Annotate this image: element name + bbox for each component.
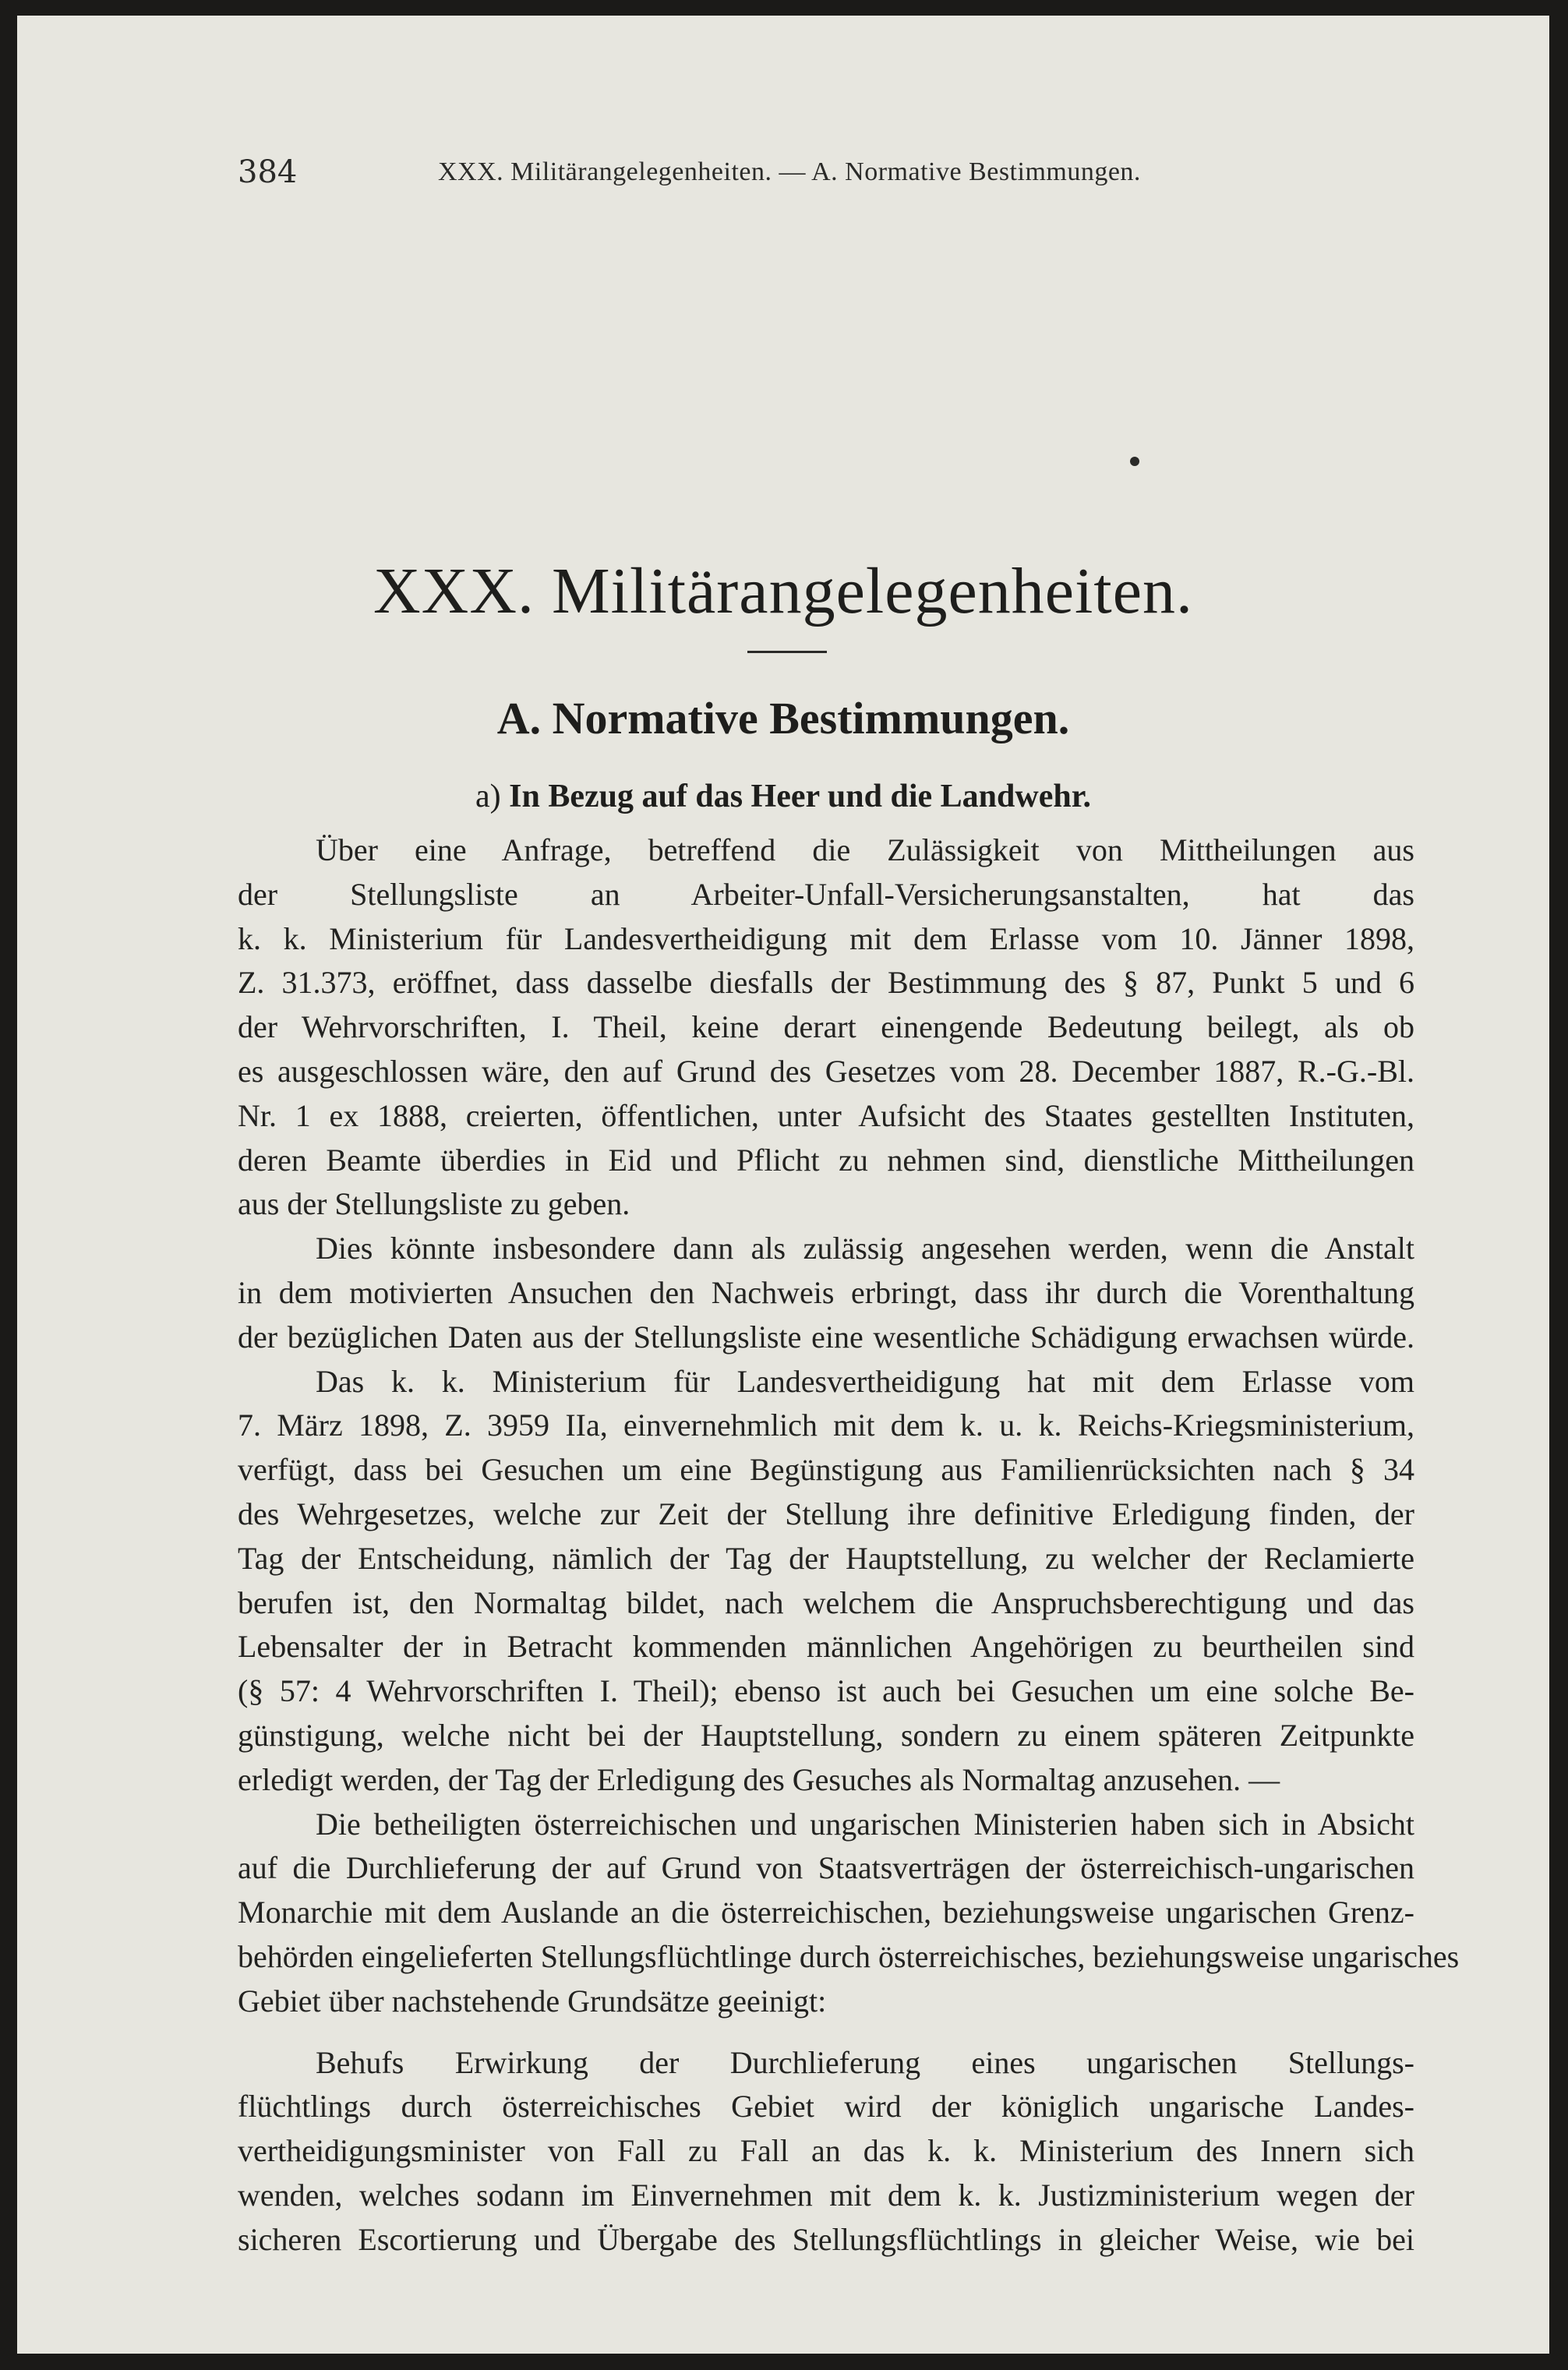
text-line: k. k. Ministerium für Landesvertheidigung mit dem Erlasse vom 10. Jänner 1898,	[238, 920, 1414, 956]
text-line: Nr. 1 ex 1888, creierten, öffentlichen, unter Aufsicht des Staates gestellten Instituten,	[238, 1097, 1414, 1133]
text-line: Die betheiligten österreichischen und ungarischen Ministerien haben sich in Absicht	[316, 1806, 1414, 1842]
subsection-title	[17, 778, 1549, 815]
text-line: Das k. k. Ministerium für Landesvertheidigung hat mit dem Erlasse vom	[316, 1363, 1414, 1399]
chapter-title: XXX. Militärangelegenheiten.	[373, 555, 1193, 627]
text-line: sicheren Escortierung und Übergabe des Stellungsflüchtlings in gleicher Weise, wie bei	[238, 2221, 1414, 2257]
text-line: flüchtlings durch österreichisches Gebiet wird der königlich ungarische Landes-	[238, 2089, 1414, 2125]
text-line: der bezüglichen Daten aus der Stellungsliste eine wesentliche Schädigung erwachsen würde.	[238, 1319, 1414, 1355]
text-line: aus der Stellungsliste zu geben.	[238, 1186, 630, 1222]
text-line: erledigt werden, der Tag der Erledigung des Gesuches als Normaltag anzusehen. —	[238, 1761, 1280, 1797]
paragraph-gap	[238, 2024, 1414, 2041]
text-line: der Stellungsliste an Arbeiter-Unfall-Versicherungsanstalten, hat das	[238, 876, 1414, 912]
text-line: Tag der Entscheidung, nämlich der Tag der Hauptstellung, zu welcher der Reclamierte	[238, 1540, 1414, 1576]
text-line: in dem motivierten Ansuchen den Nachweis erbringt, dass ihr durch die Vorenthaltung	[238, 1274, 1414, 1310]
text-line: Lebensalter der in Betracht kommenden männlichen Angehörigen zu beurtheilen sind	[238, 1629, 1414, 1665]
text-line: behörden eingelieferten Stellungsflüchtlinge durch österreichisches, beziehungsweise ungarisches	[238, 1938, 1460, 1974]
text-line: deren Beamte überdies in Eid und Pflicht zu nehmen sind, dienstliche Mittheilungen	[238, 1142, 1414, 1178]
text-line: Gebiet über nachstehende Grundsätze geeinigt:	[238, 1983, 827, 2019]
text-line: auf die Durchlieferung der auf Grund von Staatsverträgen der österreichisch-ungarischen	[238, 1850, 1414, 1886]
running-head: XXX. Militärangelegenheiten. — A. Normative Bestimmungen.	[438, 157, 1141, 186]
page-number: 384	[238, 154, 298, 190]
text-line: Z. 31.373, eröffnet, dass dasselbe diesfalls der Bestimmung des § 87, Punkt 5 und 6	[238, 965, 1414, 1001]
text-line: berufen ist, den Normaltag bildet, nach welchem die Anspruchsberechtigung und das	[238, 1584, 1414, 1620]
text-line: Dies könnte insbesondere dann als zulässig angesehen werden, wenn die Anstalt	[316, 1231, 1414, 1266]
text-line: verfügt, dass bei Gesuchen um eine Begünstigung aus Familienrücksichten nach § 34	[238, 1452, 1414, 1488]
text-line: der Wehrvorschriften, I. Theil, keine derart einengende Bedeutung beilegt, als ob	[238, 1009, 1414, 1045]
text-line: wenden, welches sodann im Einvernehmen mit dem k. k. Justizministerium wegen der	[238, 2177, 1414, 2213]
text-line: (§ 57: 4 Wehrvorschriften I. Theil); ebenso ist auch bei Gesuchen um eine solche Be-	[238, 1673, 1414, 1709]
ink-dot	[1130, 457, 1139, 466]
title-divider	[747, 651, 827, 653]
text-line: 7. März 1898, Z. 3959 IIa, einvernehmlich mit dem k. u. k. Reichs-Kriegsministerium,	[238, 1408, 1414, 1443]
text-line: Über eine Anfrage, betreffend die Zulässigkeit von Mittheilungen aus	[316, 832, 1414, 867]
text-line: es ausgeschlossen wäre, den auf Grund des Gesetzes vom 28. December 1887, R.-G.-Bl.	[238, 1053, 1414, 1089]
text-line: Behufs Erwirkung der Durchlieferung eines ungarischen Stellungs-	[316, 2044, 1414, 2080]
body-text	[238, 828, 1460, 2262]
section-title: A. Normative Bestimmungen.	[496, 693, 1070, 743]
text-line: günstigung, welche nicht bei der Hauptstellung, sondern zu einem späteren Zeitpunkte	[238, 1717, 1414, 1753]
text-line: des Wehrgesetzes, welche zur Zeit der Stellung ihre definitive Erledigung finden, der	[238, 1496, 1414, 1531]
text-line: vertheidigungsminister von Fall zu Fall an das k. k. Ministerium des Innern sich	[238, 2133, 1414, 2169]
page-header	[17, 154, 1549, 201]
subsection-marker: a)	[475, 779, 501, 814]
subsection-heading: In Bezug auf das Heer und die Landwehr.	[509, 779, 1091, 814]
document-page	[17, 16, 1549, 2354]
text-line: Monarchie mit dem Auslande an die österreichischen, beziehungsweise ungarischen Grenz-	[238, 1895, 1414, 1930]
